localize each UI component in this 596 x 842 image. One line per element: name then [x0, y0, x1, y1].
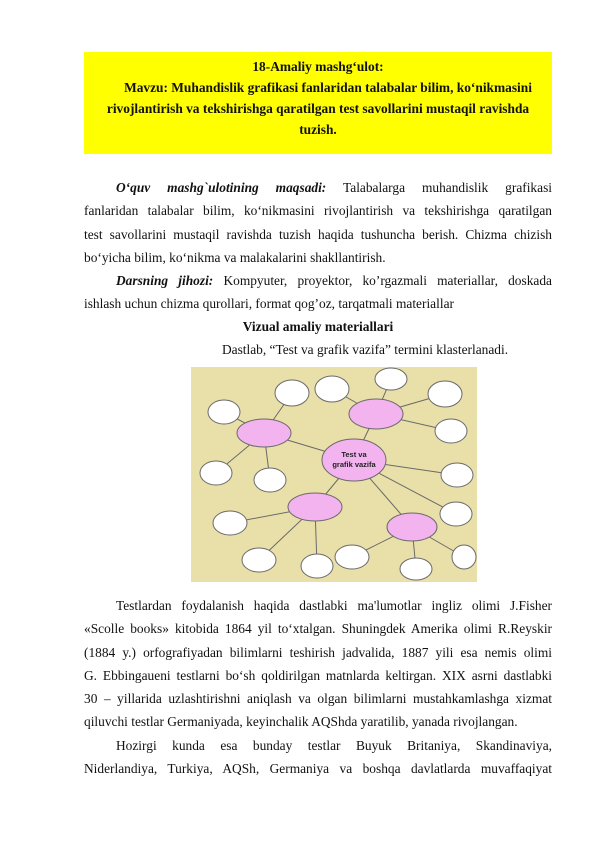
current-paragraph: [84, 734, 552, 781]
leaf-node: [435, 419, 467, 443]
leaf-node: [275, 380, 309, 406]
history-line-5: 30 – yillarida uzlashtirishni aniqlash va olgan bilimlarni mustahkamlashga xizmat: [84, 691, 552, 707]
goal-paragraph: [84, 176, 552, 269]
visual-materials-title: Vizual amaliy materiallari: [242, 319, 394, 334]
goal-line-1: Talabalarga muhandislik grafikasi: [343, 180, 553, 195]
cluster-intro: Dastlab, “Test va grafik vazifa” termini klasterlanadi.: [221, 342, 509, 357]
topic-line-2: rivojlantirish va tekshirishga qaratilgan test savollarini mustaqil ravishda: [106, 101, 530, 116]
equipment-line-2: ishlash uchun chizma qurollari, format qog’oz, tarqatmali materiallar: [84, 296, 454, 312]
leaf-node: [441, 463, 473, 487]
history-line-2: «Scolle books» kitobida 1864 yil to‘xtalgan. Shuningdek Amerika olimi R.Reyskir: [84, 621, 552, 637]
header-box: [84, 52, 552, 154]
history-line-4: G. Ebbingaueni testlarni bo‘sh qoldirilgan matnlarda keltirgan. XIX asrni dastlabki: [84, 667, 552, 683]
leaf-node: [242, 548, 276, 572]
current-line-2: Niderlandiya, Turkiya, AQSh, Germaniya va boshqa davlatlarda muvaffaqiyat: [84, 761, 552, 777]
leaf-node: [315, 376, 349, 402]
leaf-node: [213, 511, 247, 535]
history-line-6: qiluvchi testlar Germaniyada, keyinchalik AQShda yaratilib, yanada rivojlangan.: [84, 714, 518, 730]
goal-line-3: test savollarini mustaqil ravishda tuzish haqida tushuncha berish. Chizma chizish: [84, 226, 552, 242]
topic-line-1: Mavzu: Muhandislik grafikasi fanlaridan talabalar bilim, ko‘nikmasini: [124, 80, 532, 95]
equipment-paragraph: [84, 269, 552, 316]
history-line-1: Testlardan foydalanish haqida dastlabki ma'lumotlar ingliz olimi J.Fisher: [116, 598, 552, 613]
goal-line-2: fanlaridan talabalar bilim, ko‘nikmasini rivojlantirish va tekshirishga qaratilgan: [84, 203, 552, 219]
goal-label: O‘quv mashg`ulotining maqsadi:: [116, 180, 327, 195]
history-line-3: (1884 y.) orfografiyadan bilimlarni teshirish jadvalida, 1887 yili esa nemis olimi: [84, 644, 552, 660]
leaf-node: [428, 381, 462, 407]
leaf-node: [400, 558, 432, 580]
central-label-line-1: Test va: [341, 450, 367, 459]
leaf-node: [200, 461, 232, 485]
leaf-node: [208, 400, 240, 424]
cluster-diagram: [191, 367, 477, 582]
equipment-label: Darsning jihozi:: [116, 273, 214, 288]
leaf-node: [301, 554, 333, 578]
leaf-node: [440, 502, 472, 526]
equipment-line-1: Kompyuter, proyektor, ko’rgazmali materiallar, doskada: [223, 273, 552, 288]
goal-line-4: bo‘yicha bilim, ko‘nikma va malakalarini shakllantirish.: [84, 249, 386, 265]
history-paragraph: [84, 594, 552, 734]
leaf-node: [254, 468, 286, 492]
current-line-1: Hozirgi kunda esa bunday testlar Buyuk Britaniya, Skandinaviya,: [116, 738, 552, 753]
leaf-node: [335, 545, 369, 569]
practice-title: 18-Amaliy mashg‘ulot:: [252, 59, 384, 74]
topic-line-3: tuzish.: [299, 122, 337, 137]
hub-node: [349, 399, 403, 429]
central-label-line-2: grafik vazifa: [332, 460, 376, 469]
hub-node: [387, 513, 437, 541]
leaf-node: [452, 545, 476, 569]
leaf-node: [375, 368, 407, 390]
hub-node: [288, 493, 342, 521]
hub-node: [237, 419, 291, 447]
